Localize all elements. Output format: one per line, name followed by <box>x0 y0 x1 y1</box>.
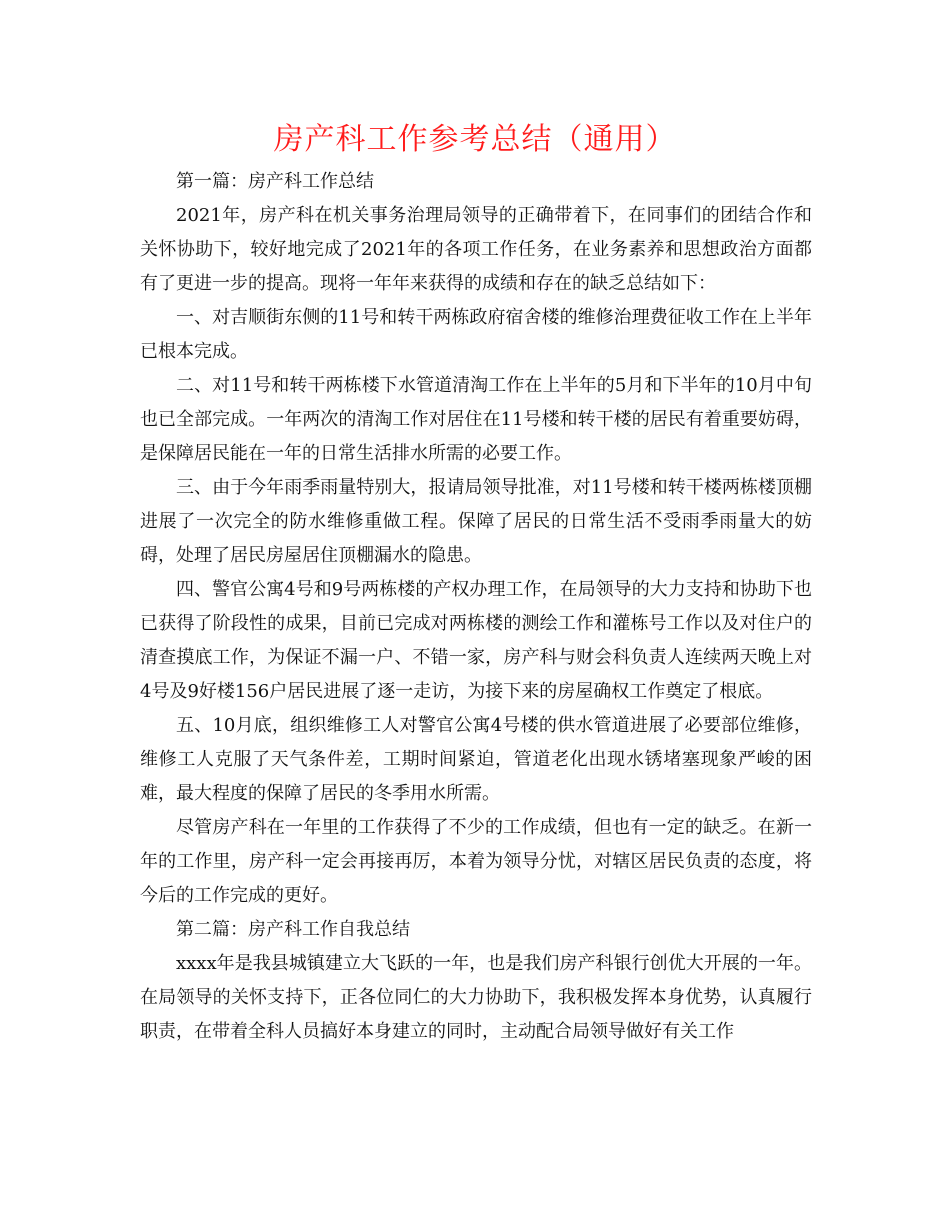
paragraph: 尽管房产科在一年里的工作获得了不少的工作成绩，但也有一定的缺乏。在新一年的工作里，房产科一定会再接再厉，本着为领导分忧，对辖区居民负责的态度，将今后的工作完成的更好。 <box>140 817 812 906</box>
paragraph: 三、由于今年雨季雨量特别大，报请局领导批准，对11号楼和转干楼两栋楼顶棚进展了一次完全的防水维修重做工程。保障了居民的日常生活不受雨季雨量大的妨碍，处理了居民房屋居住顶棚漏水的隐患。 <box>140 477 812 566</box>
paragraph: 五、10月底，组织维修工人对警官公寓4号楼的供水管道进展了必要部位维修，维修工人克服了天气条件差，工期时间紧迫，管道老化出现水锈堵塞现象严峻的困难，最大程度的保障了居民的冬季用水所需。 <box>140 715 812 804</box>
section-heading-1: 第一篇：房产科工作总结 <box>176 171 374 192</box>
section-heading-2: 第二篇：房产科工作自我总结 <box>176 919 410 940</box>
paragraph: xxxx年是我县城镇建立大飞跃的一年，也是我们房产科银行创优大开展的一年。在局领导的关怀支持下，正各位同仁的大力协助下，我积极发挥本身优势，认真履行职责，在带着全科人员搞好本身建立的同时，主动配合局领导做好有关工作 <box>140 953 812 1042</box>
document-body <box>140 165 812 1049</box>
paragraph: 二、对11号和转干两栋楼下水管道清淘工作在上半年的5月和下半年的10月中旬也已全部完成。一年两次的清淘工作对居住在11号楼和转干楼的居民有着重要妨碍，是保障居民能在一年的日常生活排水所需的必要工作。 <box>140 375 812 464</box>
paragraph: 2021年，房产科在机关事务治理局领导的正确带着下，在同事们的团结合作和关怀协助下，较好地完成了2021年的各项工作任务，在业务素养和思想政治方面都有了更进一步的提高。现将一年年来获得的成绩和存在的缺乏总结如下： <box>140 205 812 294</box>
paragraph: 四、警官公寓4号和9号两栋楼的产权办理工作，在局领导的大力支持和协助下也已获得了阶段性的成果，目前已完成对两栋楼的测绘工作和灌栋号工作以及对住户的清查摸底工作，为保证不漏一户、不错一家，房产科与财会科负责人连续两天晚上对4号及9好楼156户居民进展了逐一走访，为接下来的房屋确权工作奠定了根底。 <box>140 579 812 702</box>
paragraph: 一、对吉顺街东侧的11号和转干两栋政府宿舍楼的维修治理费征收工作在上半年已根本完成。 <box>140 307 812 362</box>
document-title: 房产科工作参考总结（通用） <box>273 122 677 157</box>
